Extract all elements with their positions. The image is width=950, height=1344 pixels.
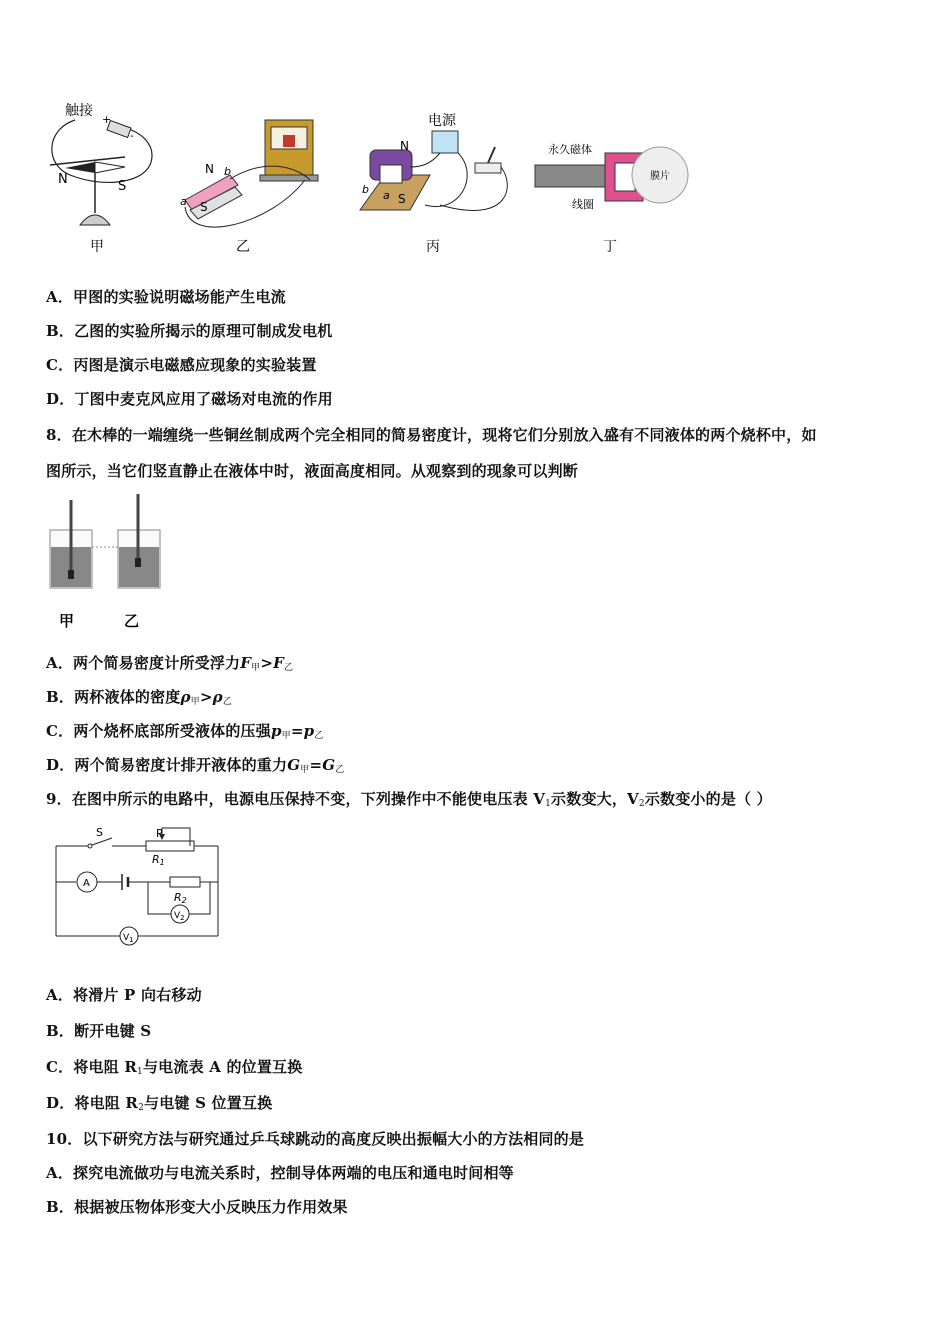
figure-bing-motor (360, 112, 507, 210)
svg-text:b: b (362, 183, 369, 196)
caption-ding: 丁 (603, 239, 617, 255)
q7-option-d: D．丁图中麦克风应用了磁场对电流的作用 (46, 390, 333, 408)
figure-ding-microphone (535, 142, 688, 211)
label-plus: + (102, 113, 112, 126)
svg-text:S: S (398, 192, 406, 206)
q10-option-b: B．根据被压物体形变大小反映压力作用效果 (46, 1198, 348, 1216)
label-s: S (96, 826, 103, 839)
label-r1: R1 (152, 853, 165, 867)
figure-q8-beakers (44, 492, 174, 632)
q10-stem: 10．以下研究方法与研究通过乒乓球跳动的高度反映出振幅大小的方法相同的是 (46, 1130, 585, 1148)
caption-beaker-yi: 乙 (124, 612, 140, 630)
svg-text:a: a (383, 189, 390, 202)
q9-stem: 9．在图中所示的电路中，电源电压保持不变，下列操作中不能使电压表 $V_1$示数变大，$V_2$示数变小的是（ ） (46, 790, 772, 809)
label-coil: 线圈 (572, 198, 594, 211)
label-p: P (156, 827, 163, 840)
q8-stem-line2: 图所示，当它们竖直静止在液体中时，液面高度相同。从观察到的现象可以判断 (46, 462, 579, 480)
q9-option-a: A．将滑片 P 向右移动 (46, 986, 202, 1004)
q7-option-c: C．丙图是演示电磁感应现象的实验装置 (46, 356, 317, 374)
figure-yi-induction (180, 120, 318, 227)
label-minus: - (130, 129, 134, 142)
caption-jia: 甲 (90, 239, 104, 255)
label-touch: 触接 (65, 103, 93, 119)
q10-option-a: A．探究电流做功与电流关系时，控制导体两端的电压和通电时间相等 (46, 1164, 514, 1182)
q9-option-b: B．断开电键 S (46, 1022, 152, 1040)
svg-text:N: N (400, 139, 409, 153)
label-power: 电源 (428, 113, 456, 129)
label-n: N (58, 172, 68, 187)
label-ammeter: A (83, 878, 90, 889)
q8-option-b: B．两杯液体的密度$\rho_甲>\rho_乙$ (46, 688, 233, 707)
label-magnet: 永久磁体 (548, 143, 592, 156)
label-v1: $V_1$ (123, 933, 134, 944)
label-v2: $V_2$ (174, 911, 185, 922)
q8-option-c: C．两个烧杯底部所受液体的压强$p_甲=p_乙$ (46, 722, 324, 741)
q7-option-a: A．甲图的实验说明磁场能产生电流 (46, 288, 286, 306)
figure-jia-oersted (50, 102, 152, 225)
label-r2: R2 (174, 891, 187, 905)
figure-q9-circuit (50, 822, 230, 952)
label-membrane: 膜片 (650, 171, 670, 182)
svg-text:a: a (180, 195, 187, 208)
svg-text:b: b (224, 165, 231, 178)
q9-option-d: D．将电阻 $R_2$与电键 S 位置互换 (46, 1094, 273, 1113)
q7-option-b: B．乙图的实验所揭示的原理可制成发电机 (46, 322, 333, 340)
svg-text:N: N (205, 162, 214, 176)
q9-option-c: C．将电阻 $R_1$与电流表 A 的位置互换 (46, 1058, 303, 1077)
caption-yi: 乙 (236, 239, 250, 255)
figure-q7-experiments (40, 95, 700, 260)
svg-text:S: S (200, 200, 208, 214)
label-s: S (118, 179, 127, 194)
q8-stem-line1: 8．在木棒的一端缠绕一些铜丝制成两个完全相同的简易密度计，现将它们分别放入盛有不同液体的两个烧杯中，如 (46, 426, 817, 444)
q8-option-a: A．两个简易密度计所受浮力$F_甲>F_乙$ (46, 654, 294, 673)
caption-bing: 丙 (426, 239, 440, 255)
caption-beaker-jia: 甲 (59, 612, 75, 630)
q8-option-d: D．两个简易密度计排开液体的重力$G_甲=G_乙$ (46, 756, 345, 775)
